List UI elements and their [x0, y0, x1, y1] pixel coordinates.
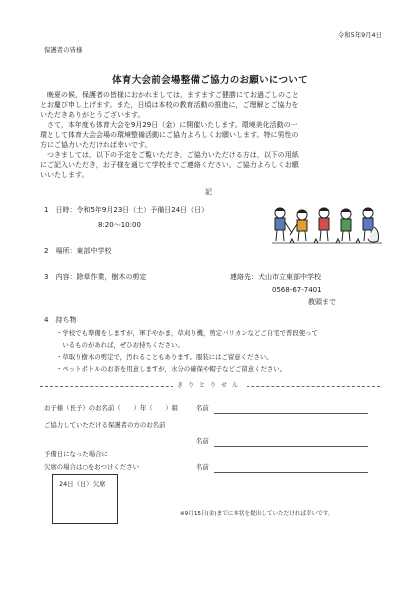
contact-phone: 0568-67-7401: [272, 286, 322, 294]
body-line: つきましては，以下の予定をご覧いただき，ご協力いただける方は，以下の用紙: [40, 151, 299, 159]
absence-option: 24日（日）欠席: [59, 480, 106, 488]
belongings-title: 4 持ち物: [44, 316, 77, 324]
student-label: お子様（長子）のお名前（ ）年（ ）組: [44, 404, 179, 412]
body-line: いただきありがとうございます。: [40, 111, 145, 119]
reserve-name-label: 名前: [196, 463, 209, 471]
student-name-label: 名前: [196, 404, 209, 412]
document-title: 体育大会前会場整備ご協力のお願いについて: [112, 75, 308, 86]
children-cleanup-illustration: [270, 203, 384, 249]
deadline-note: ※9月15日(金)までに本状を提出していただければ幸いです。: [180, 511, 334, 517]
cut-label-text: きりとりせん: [173, 382, 247, 389]
body-line: さて，本年度も体育大会を9月29日（金）に開催いたします。環境美化活動の一: [40, 121, 298, 129]
guardian-label: ご協力していただける保護者の方のお名前: [44, 421, 166, 429]
contact-person: 教頭まで: [308, 298, 336, 306]
absence-box[interactable]: [52, 474, 118, 524]
belongings-item: ・草取り樹木の剪定で，汚れることもあります。服装にはご留意ください。: [56, 353, 273, 361]
ki-label: 記: [205, 188, 212, 196]
body-line: 晩夏の候，保護者の皆様におかれましては，ますますご健勝にてお過ごしのこと: [40, 91, 299, 99]
reserve-day-instruction: 欠席の場合は○をおつけください: [44, 463, 139, 471]
belongings-item: いるものがあれば，ぜひお持ちください。: [56, 341, 184, 349]
body-line: とお慶び申し上げます。また，日頃は本校の教育活動の推進に，ご理解とご協力を: [40, 101, 299, 109]
addressee: 保護者の皆様: [44, 46, 83, 54]
guardian-name-line[interactable]: [214, 446, 368, 447]
student-name-line[interactable]: [214, 413, 368, 414]
reserve-day-note: 予備日になった場合に: [44, 450, 108, 458]
cut-label: [0, 380, 420, 389]
reserve-name-line[interactable]: [214, 472, 368, 473]
belongings-item: ・ペットボトルのお茶を用意しますが，水分の確保や帽子などご留意ください。: [56, 365, 287, 373]
document-date: 令和5年9月4日: [337, 31, 382, 39]
datetime-line: 1 日時：令和5年9月23日（土）予備日24日（日）: [44, 206, 209, 214]
body-line: 環として体育大会会場の環境整備活動にご協力よろしくお願いします。特に男性の: [40, 131, 299, 139]
body-line: にご記入いただき，お子様を通じて学校までご連絡ください。ご協力よろしくお願: [40, 161, 299, 169]
body-line: いいたします。: [40, 171, 89, 179]
belongings-item: ・学校でも準備をしますが，軍手やかま，草刈り機，剪定バリカンなどご自宅で普段使って: [56, 329, 318, 337]
content-line: 3 内容：除草作業，樹木の剪定: [44, 273, 147, 281]
body-line: 方にご協力いただければ幸いです。: [40, 141, 152, 149]
guardian-name-label: 名前: [196, 437, 209, 445]
contact-label: 連絡先：犬山市立東部中学校: [230, 273, 321, 281]
place-line: 2 場所：東部中学校: [44, 247, 112, 255]
time-range: 8:20～10:00: [98, 221, 141, 229]
